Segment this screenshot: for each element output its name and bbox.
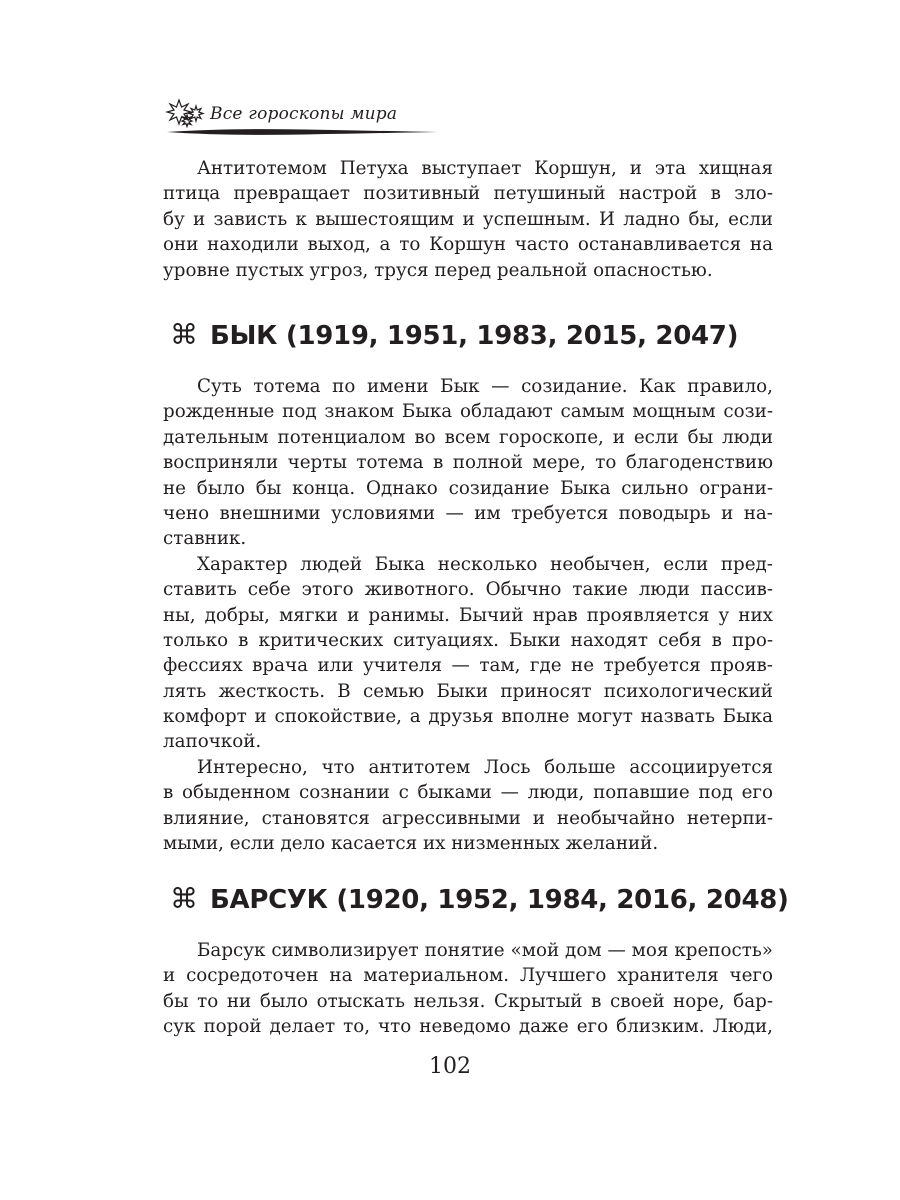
text-line: ны, добры, мягки и ранимы. Бычий нрав проявляется у них <box>163 604 773 626</box>
section-body-byk <box>163 374 773 856</box>
text-line: восприняли черты тотема в полной мере, то благоденствию <box>163 452 773 474</box>
text-line: фессиях врача или учителя — там, где не требуется прояв- <box>163 655 773 677</box>
text-line: Интересно, что антитотем Лось больше ассоциируется <box>197 756 773 778</box>
star-burst-icon <box>165 98 205 128</box>
text-line: ставник. <box>163 528 247 550</box>
section-body-barsuk <box>163 938 773 1040</box>
text-line: дательным потенциалом во всем гороскопе, и если бы люди <box>163 426 773 448</box>
page-number: 102 <box>429 1054 471 1079</box>
text-line: птица превращает позитивный петушиный настрой в зло- <box>163 183 773 205</box>
text-line: ставить себе этого животного. Обычно такие люди пассив- <box>163 579 773 601</box>
header-rule <box>165 126 440 138</box>
text-line: лять жесткость. В семью Быки приносят психологический <box>163 680 773 702</box>
text-line: мыми, если дело касается их низменных желаний. <box>163 833 659 855</box>
intro-paragraph <box>163 156 773 283</box>
text-line: Характер людей Быка несколько необычен, если пред- <box>197 553 773 575</box>
section-heading-barsuk <box>170 882 789 915</box>
text-line: только в критических ситуациях. Быки находят себя в про- <box>163 629 773 651</box>
text-line: уровне пустых угроз, труся перед реальной опасностью. <box>163 259 713 281</box>
text-line: сук порой делает то, что неведомо даже его близким. Люди, <box>163 1016 773 1038</box>
command-symbol-icon: ⌘ <box>170 318 198 351</box>
text-line: Барсук символизирует понятие «мой дом — моя крепость» <box>197 940 773 961</box>
section-heading-byk <box>170 318 738 351</box>
text-line: они находили выход, а то Коршун часто останавливается на <box>163 234 773 256</box>
section-title: БАРСУК (1920, 1952, 1984, 2016, 2048) <box>210 885 789 915</box>
text-line: Антитотемом Петуха выступает Коршун, и эта хищная <box>197 158 773 179</box>
text-line: комфорт и спокойствие, а друзья вполне могут назвать Быка <box>163 706 773 728</box>
running-header <box>165 98 445 140</box>
running-title: Все гороскопы мира <box>210 104 398 124</box>
text-line: чено внешними условиями — им требуется поводырь и на- <box>163 502 773 524</box>
text-line: и сосредоточен на материальном. Лучшего хранителя чего <box>163 965 773 987</box>
text-line: Суть тотема по имени Бык — созидание. Как правило, <box>197 376 773 397</box>
text-line: влияние, становятся агрессивными и необычайно нетерпи- <box>163 807 773 829</box>
text-line: не было бы конца. Однако созидание Быка сильно ограни- <box>163 477 773 499</box>
text-line: рожденные под знаком Быка обладают самым мощным сози- <box>163 401 773 423</box>
text-line: бу и зависть к вышестоящим и успешным. И ладно бы, если <box>163 208 773 230</box>
text-line: лапочкой. <box>163 731 262 753</box>
text-line: в обыденном сознании с быками — люди, попавшие под его <box>163 782 773 804</box>
text-line: бы то ни было отыскать нельзя. Скрытый в своей норе, бар- <box>163 990 773 1012</box>
section-title: БЫК (1919, 1951, 1983, 2015, 2047) <box>210 321 739 351</box>
command-symbol-icon: ⌘ <box>170 882 198 915</box>
